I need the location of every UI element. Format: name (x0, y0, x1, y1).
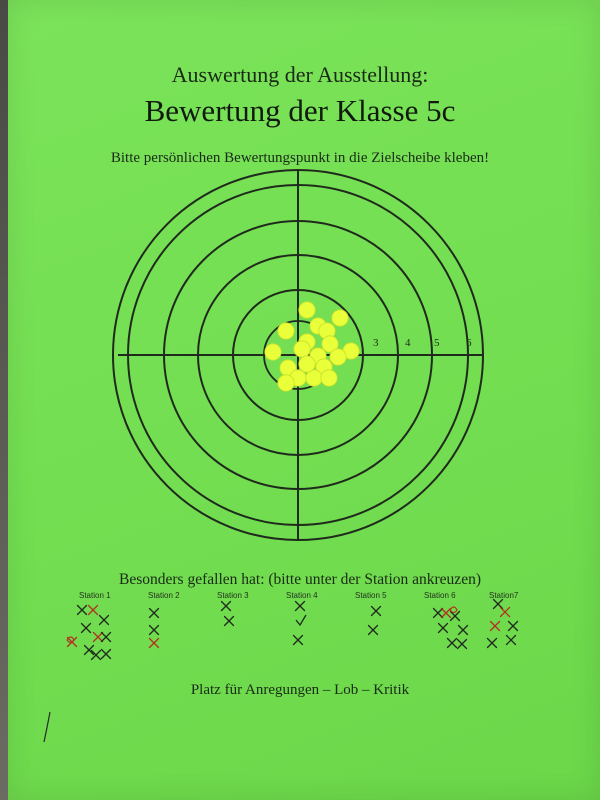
cross-mark (448, 639, 457, 648)
rating-sticker (332, 310, 348, 326)
ring-number-5: 5 (434, 337, 440, 349)
poster-title-line2: Bewertung der Klasse 5c (144, 93, 456, 128)
cross-mark (509, 622, 518, 631)
cross-mark (296, 602, 305, 611)
cross-mark (459, 626, 468, 635)
rating-sticker (278, 323, 294, 339)
rating-sticker (299, 302, 315, 318)
station-label-6: Station 6 (424, 591, 456, 600)
cross-mark (94, 633, 103, 642)
rating-sticker (299, 356, 315, 372)
cross-mark (150, 609, 159, 618)
station-label-3: Station 3 (217, 591, 249, 600)
ring-number-3: 3 (373, 337, 379, 349)
cross-mark (294, 636, 303, 645)
cross-mark (102, 633, 111, 642)
rating-sticker (330, 349, 346, 365)
cross-mark (434, 609, 443, 618)
ring-number-4: 4 (405, 337, 411, 349)
cross-mark (85, 646, 94, 655)
station-label-1: Station 1 (79, 591, 111, 600)
cross-mark (442, 609, 451, 618)
cross-mark (507, 636, 516, 645)
cross-mark (369, 626, 378, 635)
ring-number-labels (373, 337, 472, 349)
cross-mark (451, 612, 460, 621)
ring-number-6: 6 (466, 337, 472, 349)
favorite-station-prompt: Besonders gefallen hat: (bitte unter der Station ankreuzen) (119, 571, 481, 588)
rating-sticker (278, 375, 294, 391)
station-label-4: Station 4 (286, 591, 318, 600)
cross-mark (102, 650, 111, 659)
instruction-text: Bitte persönlichen Bewertungspunkt in die Zielscheibe kleben! (110, 150, 490, 166)
rating-sticker (321, 370, 337, 386)
cross-mark (78, 606, 87, 615)
rating-sticker (265, 344, 281, 360)
cross-mark (494, 600, 503, 609)
station-label-2: Station 2 (148, 591, 180, 600)
rating-stickers (265, 302, 359, 391)
cross-mark (372, 607, 381, 616)
cross-marks (67, 600, 518, 660)
cross-mark (92, 651, 101, 660)
cross-mark (89, 606, 98, 615)
cross-mark (501, 608, 510, 617)
cross-mark (225, 617, 234, 626)
poster-title-line1: Auswertung der Ausstellung: (171, 62, 429, 87)
feedback-area-label: Platz für Anregungen – Lob – Kritik (190, 682, 410, 698)
check-mark (296, 615, 306, 625)
station-label-5: Station 5 (355, 591, 387, 600)
red-doodle (450, 607, 457, 613)
cross-mark (150, 626, 159, 635)
cross-mark (150, 639, 159, 648)
cross-mark (82, 624, 91, 633)
cross-mark (458, 640, 467, 649)
cross-mark (100, 616, 109, 625)
cross-mark (222, 602, 231, 611)
cross-mark (439, 624, 448, 633)
cross-mark (488, 639, 497, 648)
rating-sticker (294, 341, 310, 357)
cross-mark (491, 622, 500, 631)
pen-stroke (44, 712, 50, 742)
station-label-7: Station7 (489, 591, 519, 600)
